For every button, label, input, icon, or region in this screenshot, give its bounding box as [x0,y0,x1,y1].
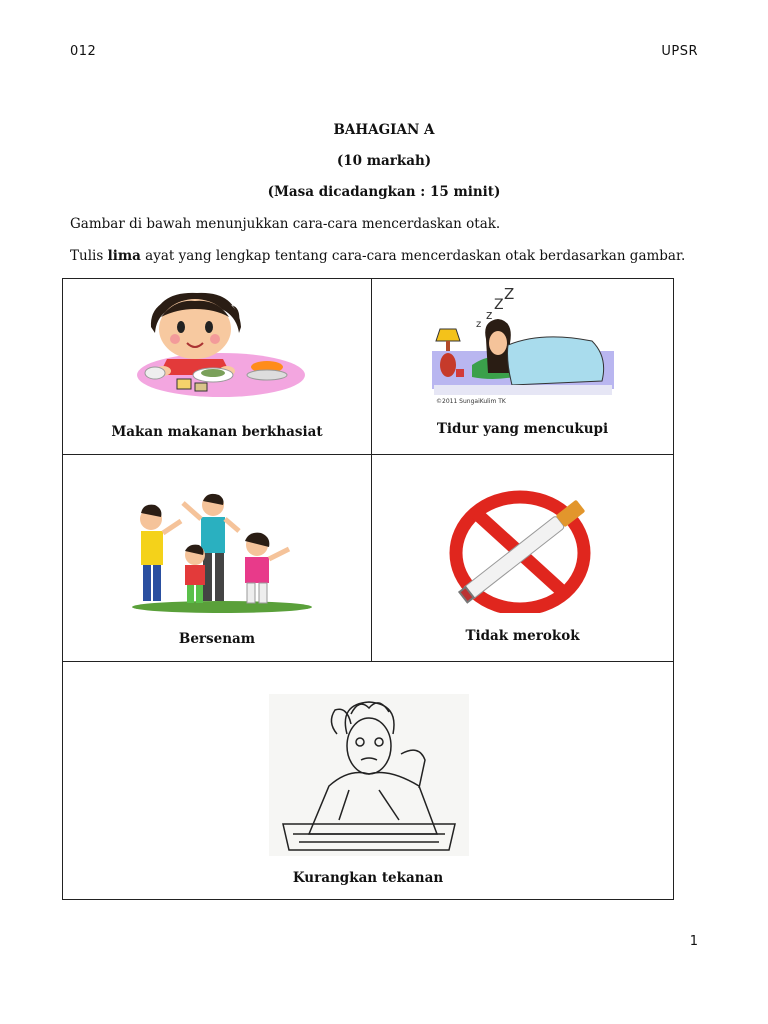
family-exercise-icon [129,483,315,613]
cell-stress [63,662,673,899]
time-label: (Masa dicadangkan : 15 minit) [267,184,501,200]
caption-stress: Kurangkan tekanan [292,870,444,886]
caption-eating: Makan makanan berkhasiat [111,424,323,440]
picture-table [62,278,674,900]
header-exam: UPSR [661,44,698,59]
svg-text:z: z [476,319,482,330]
svg-text:z: z [486,308,493,322]
sleeping-girl-icon [432,281,614,407]
stressed-man-icon [269,694,469,856]
svg-text:Z: Z [494,297,504,313]
svg-text:Z: Z [504,285,515,303]
cell-no-smoking [372,455,673,661]
caption-exercise: Bersenam [178,631,256,647]
header-code: 012 [70,44,97,59]
caption-sleeping: Tidur yang mencukupi [436,421,609,437]
instruction-line-1: Gambar di bawah menunjukkan cara-cara mencerdaskan otak. [70,216,501,232]
cell-eating [63,279,371,454]
caption-no-smoking: Tidak merokok [465,628,580,644]
cell-sleeping [372,279,673,454]
sleep-picture-credit: ©2011 SungaiKulim TK [436,398,506,405]
section-title: BAHAGIAN A [333,122,435,138]
page-number: 1 [689,934,698,949]
eating-child-icon [135,287,307,399]
marks-label: (10 markah) [336,153,432,169]
instruction-line-2: Tulis lima ayat yang lengkap tentang cara-cara mencerdaskan otak berdasarkan gambar. [70,248,686,264]
cell-exercise [63,455,371,661]
no-smoking-icon [448,489,600,613]
